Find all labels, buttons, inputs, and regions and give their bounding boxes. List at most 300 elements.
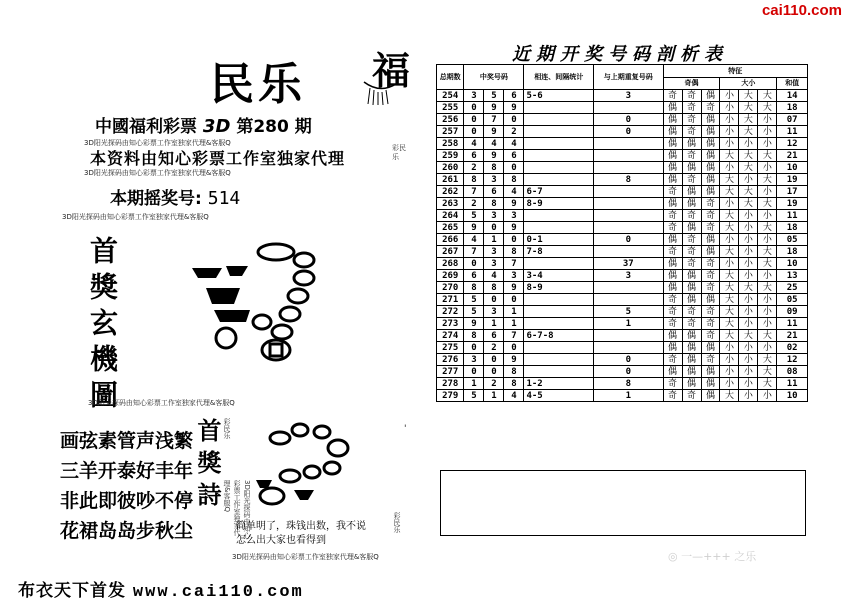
- big-small-1-cell: 小: [720, 138, 739, 150]
- sum-cell: 12: [777, 138, 808, 150]
- adjacent-cell: [524, 294, 594, 306]
- repeat-cell: [594, 198, 664, 210]
- digit-c-cell: 9: [504, 222, 524, 234]
- odd-even-1-cell: 奇: [663, 222, 682, 234]
- adjacent-cell: [524, 318, 594, 330]
- big-small-3-cell: 小: [758, 270, 777, 282]
- odd-even-2-cell: 奇: [682, 258, 701, 270]
- sum-cell: 19: [777, 174, 808, 186]
- sum-cell: 18: [777, 102, 808, 114]
- table-row: [437, 150, 808, 162]
- big-small-2-cell: 大: [739, 90, 758, 102]
- big-small-3-cell: 小: [758, 234, 777, 246]
- big-small-3-cell: 小: [758, 342, 777, 354]
- odd-even-3-cell: 奇: [701, 282, 720, 294]
- odd-even-2-cell: 偶: [682, 186, 701, 198]
- digit-a-cell: 0: [464, 258, 484, 270]
- digit-a-cell: 6: [464, 150, 484, 162]
- odd-even-1-cell: 偶: [663, 126, 682, 138]
- period-cell: 263: [437, 198, 464, 210]
- odd-even-3-cell: 奇: [701, 270, 720, 282]
- sum-cell: 12: [777, 354, 808, 366]
- period-cell: 267: [437, 246, 464, 258]
- odd-even-1-cell: 偶: [663, 282, 682, 294]
- big-small-2-cell: 小: [739, 174, 758, 186]
- period-cell: 266: [437, 234, 464, 246]
- period-cell: 259: [437, 150, 464, 162]
- big-small-2-cell: 大: [739, 162, 758, 174]
- issue-heading: [95, 112, 312, 137]
- sum-cell: 17: [777, 186, 808, 198]
- adjacent-cell: [524, 306, 594, 318]
- header-oddeven: 奇偶: [663, 77, 720, 90]
- sum-cell: 09: [777, 306, 808, 318]
- sum-cell: 05: [777, 294, 808, 306]
- digit-c-cell: 0: [504, 234, 524, 246]
- odd-even-3-cell: 奇: [701, 354, 720, 366]
- big-small-3-cell: 大: [758, 90, 777, 102]
- odd-even-2-cell: 奇: [682, 246, 701, 258]
- digit-a-cell: 9: [464, 222, 484, 234]
- adjacent-cell: [524, 150, 594, 162]
- fu-character: 福: [372, 48, 411, 93]
- table-row: [437, 90, 808, 102]
- issue-number: 280: [253, 117, 289, 137]
- big-small-1-cell: 大: [720, 150, 739, 162]
- adjacent-cell: 6-7-8: [524, 330, 594, 342]
- table-row: [437, 378, 808, 390]
- adjacent-cell: [524, 102, 594, 114]
- digit-c-cell: 9: [504, 102, 524, 114]
- odd-even-2-cell: 偶: [682, 282, 701, 294]
- adjacent-cell: [524, 114, 594, 126]
- repeat-cell: 3: [594, 90, 664, 102]
- big-small-2-cell: 大: [739, 150, 758, 162]
- big-small-3-cell: 小: [758, 294, 777, 306]
- digit-b-cell: 3: [484, 258, 504, 270]
- big-small-3-cell: 大: [758, 378, 777, 390]
- digit-b-cell: 9: [484, 102, 504, 114]
- sum-cell: 21: [777, 150, 808, 162]
- table-title: 近期开奖号码剖析表: [512, 44, 728, 65]
- big-small-3-cell: 大: [758, 198, 777, 210]
- odd-even-3-cell: 奇: [701, 102, 720, 114]
- period-cell: 271: [437, 294, 464, 306]
- adjacent-cell: [524, 138, 594, 150]
- digit-b-cell: 3: [484, 306, 504, 318]
- odd-even-1-cell: 奇: [663, 246, 682, 258]
- odd-even-2-cell: 偶: [682, 342, 701, 354]
- adjacent-cell: 8-9: [524, 282, 594, 294]
- big-small-1-cell: 小: [720, 114, 739, 126]
- table-row: [437, 342, 808, 354]
- odd-even-2-cell: 奇: [682, 150, 701, 162]
- period-cell: 274: [437, 330, 464, 342]
- big-small-1-cell: 大: [720, 222, 739, 234]
- table-row: [437, 330, 808, 342]
- digit-a-cell: 8: [464, 282, 484, 294]
- odd-even-1-cell: 奇: [663, 378, 682, 390]
- table-row: [437, 126, 808, 138]
- digit-c-cell: 0: [504, 162, 524, 174]
- digit-b-cell: 8: [484, 198, 504, 210]
- big-small-1-cell: 大: [720, 174, 739, 186]
- odd-even-2-cell: 奇: [682, 174, 701, 186]
- digit-a-cell: 0: [464, 102, 484, 114]
- big-small-1-cell: 小: [720, 378, 739, 390]
- big-small-2-cell: 大: [739, 126, 758, 138]
- period-cell: 262: [437, 186, 464, 198]
- note-line-5: 3D阳光探码由知心彩票工作室独家代理&客服Q: [232, 553, 379, 561]
- big-small-1-cell: 大: [720, 186, 739, 198]
- odd-even-1-cell: 偶: [663, 138, 682, 150]
- side-vert-note-1: 彩民乐: [223, 418, 231, 439]
- big-small-2-cell: 大: [739, 282, 758, 294]
- big-small-2-cell: 大: [739, 198, 758, 210]
- repeat-cell: [594, 150, 664, 162]
- big-small-2-cell: 小: [739, 270, 758, 282]
- digit-c-cell: 4: [504, 390, 524, 402]
- big-small-2-cell: 小: [739, 246, 758, 258]
- big-small-3-cell: 大: [758, 366, 777, 378]
- period-cell: 255: [437, 102, 464, 114]
- odd-even-1-cell: 奇: [663, 390, 682, 402]
- odd-even-2-cell: 奇: [682, 390, 701, 402]
- odd-even-2-cell: 奇: [682, 102, 701, 114]
- repeat-cell: 0: [594, 354, 664, 366]
- adjacent-cell: 0-1: [524, 234, 594, 246]
- table-row: [437, 114, 808, 126]
- period-cell: 273: [437, 318, 464, 330]
- side-vert-note-2: 3D阳光探码由知心彩票工作室独家代理&客服Q: [223, 480, 251, 539]
- memo-box: [440, 470, 806, 536]
- digit-b-cell: 9: [484, 150, 504, 162]
- odd-even-1-cell: 奇: [663, 186, 682, 198]
- digit-a-cell: 4: [464, 234, 484, 246]
- odd-even-1-cell: 偶: [663, 270, 682, 282]
- poem-line: 非此即彼吵不停: [60, 490, 194, 512]
- sum-cell: 05: [777, 234, 808, 246]
- table-row: [437, 306, 808, 318]
- big-small-3-cell: 小: [758, 114, 777, 126]
- sum-cell: 11: [777, 318, 808, 330]
- big-small-2-cell: 小: [739, 390, 758, 402]
- odd-even-2-cell: 偶: [682, 378, 701, 390]
- digit-a-cell: 6: [464, 270, 484, 282]
- digit-a-cell: 4: [464, 138, 484, 150]
- digit-c-cell: 9: [504, 354, 524, 366]
- digit-b-cell: 5: [484, 90, 504, 102]
- adjacent-cell: [524, 126, 594, 138]
- digit-b-cell: 6: [484, 330, 504, 342]
- digit-a-cell: 0: [464, 126, 484, 138]
- odd-even-1-cell: 偶: [663, 366, 682, 378]
- digit-a-cell: 5: [464, 210, 484, 222]
- odd-even-1-cell: 偶: [663, 234, 682, 246]
- digit-a-cell: 5: [464, 390, 484, 402]
- odd-even-1-cell: 奇: [663, 354, 682, 366]
- digit-c-cell: 2: [504, 126, 524, 138]
- adjacent-cell: 4-5: [524, 390, 594, 402]
- big-small-1-cell: 小: [720, 102, 739, 114]
- footer-url: www.cai110.com: [132, 583, 304, 602]
- odd-even-3-cell: 偶: [701, 150, 720, 162]
- header-bigsmall: 大小: [720, 77, 777, 90]
- period-cell: 277: [437, 366, 464, 378]
- table-row: [437, 366, 808, 378]
- digit-c-cell: 3: [504, 270, 524, 282]
- period-cell: 276: [437, 354, 464, 366]
- big-small-1-cell: 大: [720, 318, 739, 330]
- table-row: [437, 246, 808, 258]
- digit-a-cell: 5: [464, 306, 484, 318]
- repeat-cell: 0: [594, 366, 664, 378]
- digit-b-cell: 9: [484, 126, 504, 138]
- big-small-3-cell: 小: [758, 318, 777, 330]
- odd-even-3-cell: 偶: [701, 90, 720, 102]
- header-period: 总期数: [437, 65, 464, 90]
- big-small-1-cell: 小: [720, 198, 739, 210]
- period-cell: 279: [437, 390, 464, 402]
- sum-cell: 11: [777, 378, 808, 390]
- sum-cell: 21: [777, 330, 808, 342]
- digit-b-cell: 8: [484, 282, 504, 294]
- odd-even-3-cell: 偶: [701, 126, 720, 138]
- repeat-cell: [594, 342, 664, 354]
- header-feature: 特征: [663, 65, 807, 78]
- digit-c-cell: 1: [504, 306, 524, 318]
- big-small-2-cell: 大: [739, 102, 758, 114]
- table-row: [437, 282, 808, 294]
- odd-even-3-cell: 偶: [701, 378, 720, 390]
- odd-even-2-cell: 偶: [682, 366, 701, 378]
- odd-even-2-cell: 偶: [682, 138, 701, 150]
- odd-even-1-cell: 偶: [663, 342, 682, 354]
- odd-even-2-cell: 奇: [682, 114, 701, 126]
- repeat-cell: [594, 222, 664, 234]
- sum-cell: 13: [777, 270, 808, 282]
- odd-even-2-cell: 奇: [682, 306, 701, 318]
- table-row: [437, 258, 808, 270]
- digit-a-cell: 8: [464, 174, 484, 186]
- odd-even-1-cell: 偶: [663, 258, 682, 270]
- big-small-1-cell: 小: [720, 342, 739, 354]
- adjacent-cell: [524, 174, 594, 186]
- digit-b-cell: 2: [484, 342, 504, 354]
- table-row: [437, 294, 808, 306]
- big-small-2-cell: 小: [739, 318, 758, 330]
- odd-even-3-cell: 偶: [701, 342, 720, 354]
- odd-even-3-cell: 偶: [701, 366, 720, 378]
- big-small-1-cell: 大: [720, 390, 739, 402]
- table-row: [437, 270, 808, 282]
- issue-suffix: 期: [294, 117, 312, 137]
- adjacent-cell: 1-2: [524, 378, 594, 390]
- digit-a-cell: 3: [464, 354, 484, 366]
- digit-b-cell: 0: [484, 294, 504, 306]
- odd-even-3-cell: 奇: [701, 318, 720, 330]
- side-vert-note-3: 彩民乐: [393, 512, 401, 533]
- digit-b-cell: 3: [484, 174, 504, 186]
- sum-cell: 19: [777, 198, 808, 210]
- digit-c-cell: 9: [504, 198, 524, 210]
- odd-even-2-cell: 奇: [682, 90, 701, 102]
- big-small-3-cell: 大: [758, 102, 777, 114]
- digit-b-cell: 2: [484, 378, 504, 390]
- table-row: [437, 186, 808, 198]
- big-small-1-cell: 大: [720, 270, 739, 282]
- odd-even-1-cell: 偶: [663, 174, 682, 186]
- odd-even-3-cell: 偶: [701, 246, 720, 258]
- adjacent-cell: [524, 354, 594, 366]
- digit-b-cell: 6: [484, 186, 504, 198]
- sum-cell: 11: [777, 126, 808, 138]
- big-small-2-cell: 小: [739, 138, 758, 150]
- repeat-cell: 1: [594, 318, 664, 330]
- table-row: [437, 222, 808, 234]
- repeat-cell: [594, 282, 664, 294]
- period-cell: 275: [437, 342, 464, 354]
- odd-even-1-cell: 偶: [663, 114, 682, 126]
- period-cell: 261: [437, 174, 464, 186]
- footer-text: 布衣天下首发: [18, 581, 126, 601]
- odd-even-1-cell: 奇: [663, 90, 682, 102]
- odd-even-3-cell: 奇: [701, 210, 720, 222]
- big-small-2-cell: 大: [739, 186, 758, 198]
- table-row: [437, 390, 808, 402]
- repeat-cell: [594, 210, 664, 222]
- big-small-2-cell: 小: [739, 342, 758, 354]
- digit-b-cell: 3: [484, 210, 504, 222]
- digit-c-cell: 3: [504, 210, 524, 222]
- odd-even-1-cell: 奇: [663, 210, 682, 222]
- big-small-3-cell: 小: [758, 306, 777, 318]
- digit-c-cell: 8: [504, 366, 524, 378]
- big-small-1-cell: 小: [720, 258, 739, 270]
- odd-even-3-cell: 偶: [701, 234, 720, 246]
- digit-b-cell: 1: [484, 390, 504, 402]
- draw-analysis-table: [436, 64, 808, 402]
- tassel-icon: [360, 80, 400, 106]
- odd-even-3-cell: 奇: [701, 306, 720, 318]
- odd-even-2-cell: 偶: [682, 270, 701, 282]
- side-note: 彩民乐: [392, 144, 406, 161]
- digit-c-cell: 0: [504, 342, 524, 354]
- adjacent-cell: 5-6: [524, 90, 594, 102]
- repeat-cell: [594, 162, 664, 174]
- big-small-2-cell: 大: [739, 330, 758, 342]
- comment-line: 怎么出大家也看得到: [236, 535, 326, 546]
- odd-even-3-cell: 奇: [701, 330, 720, 342]
- issue-prefix: 中國福利彩票: [95, 117, 197, 137]
- riddle-illustration: [186, 238, 336, 388]
- big-small-1-cell: 大: [720, 282, 739, 294]
- table-row: [437, 174, 808, 186]
- odd-even-1-cell: 偶: [663, 198, 682, 210]
- corner-mark: ꞌ: [404, 424, 407, 434]
- odd-even-2-cell: 奇: [682, 234, 701, 246]
- odd-even-3-cell: 偶: [701, 138, 720, 150]
- period-cell: 257: [437, 126, 464, 138]
- digit-b-cell: 0: [484, 366, 504, 378]
- table-row: [437, 234, 808, 246]
- digit-c-cell: 1: [504, 318, 524, 330]
- digit-c-cell: 8: [504, 246, 524, 258]
- header-number: 中奖号码: [464, 65, 524, 90]
- table-row: [437, 198, 808, 210]
- table-body: [437, 90, 808, 402]
- repeat-cell: [594, 102, 664, 114]
- repeat-cell: 0: [594, 114, 664, 126]
- watermark: ◎ 一—+++ 之乐: [668, 550, 757, 563]
- digit-c-cell: 6: [504, 150, 524, 162]
- big-small-2-cell: 小: [739, 378, 758, 390]
- big-small-1-cell: 大: [720, 246, 739, 258]
- odd-even-2-cell: 奇: [682, 126, 701, 138]
- digit-b-cell: 0: [484, 354, 504, 366]
- repeat-cell: 0: [594, 234, 664, 246]
- digit-b-cell: 4: [484, 270, 504, 282]
- repeat-cell: 5: [594, 306, 664, 318]
- adjacent-cell: [524, 366, 594, 378]
- big-small-1-cell: 小: [720, 162, 739, 174]
- odd-even-1-cell: 偶: [663, 330, 682, 342]
- sum-cell: 10: [777, 258, 808, 270]
- big-small-3-cell: 小: [758, 162, 777, 174]
- period-cell: 270: [437, 282, 464, 294]
- digit-a-cell: 8: [464, 330, 484, 342]
- draw-number: [110, 184, 240, 209]
- digit-c-cell: 7: [504, 258, 524, 270]
- digit-b-cell: 7: [484, 114, 504, 126]
- big-small-2-cell: 小: [739, 258, 758, 270]
- big-small-3-cell: 大: [758, 222, 777, 234]
- issue-middle: 第: [236, 117, 254, 137]
- digit-c-cell: 6: [504, 90, 524, 102]
- adjacent-cell: 3-4: [524, 270, 594, 282]
- sum-cell: 10: [777, 390, 808, 402]
- repeat-cell: [594, 138, 664, 150]
- odd-even-1-cell: 偶: [663, 150, 682, 162]
- big-small-3-cell: 大: [758, 282, 777, 294]
- table-row: [437, 102, 808, 114]
- adjacent-cell: [524, 342, 594, 354]
- draw-value: 514: [207, 188, 241, 209]
- odd-even-2-cell: 偶: [682, 354, 701, 366]
- poem-illustration: [250, 420, 360, 520]
- sum-cell: 14: [777, 90, 808, 102]
- big-small-3-cell: 小: [758, 126, 777, 138]
- issue-game: 3D: [202, 116, 231, 137]
- digit-a-cell: 3: [464, 90, 484, 102]
- big-small-1-cell: 小: [720, 90, 739, 102]
- period-cell: 254: [437, 90, 464, 102]
- digit-b-cell: 0: [484, 222, 504, 234]
- odd-even-1-cell: 奇: [663, 294, 682, 306]
- table-row: [437, 318, 808, 330]
- adjacent-cell: [524, 222, 594, 234]
- site-logo: cai110.com: [761, 2, 842, 19]
- digit-b-cell: 1: [484, 318, 504, 330]
- sum-cell: 02: [777, 342, 808, 354]
- header-sum: 和值: [777, 77, 808, 90]
- big-small-2-cell: 大: [739, 114, 758, 126]
- riddle-title: 首獎玄機圖: [86, 236, 119, 416]
- odd-even-2-cell: 奇: [682, 210, 701, 222]
- odd-even-2-cell: 偶: [682, 162, 701, 174]
- period-cell: 265: [437, 222, 464, 234]
- big-small-3-cell: 大: [758, 258, 777, 270]
